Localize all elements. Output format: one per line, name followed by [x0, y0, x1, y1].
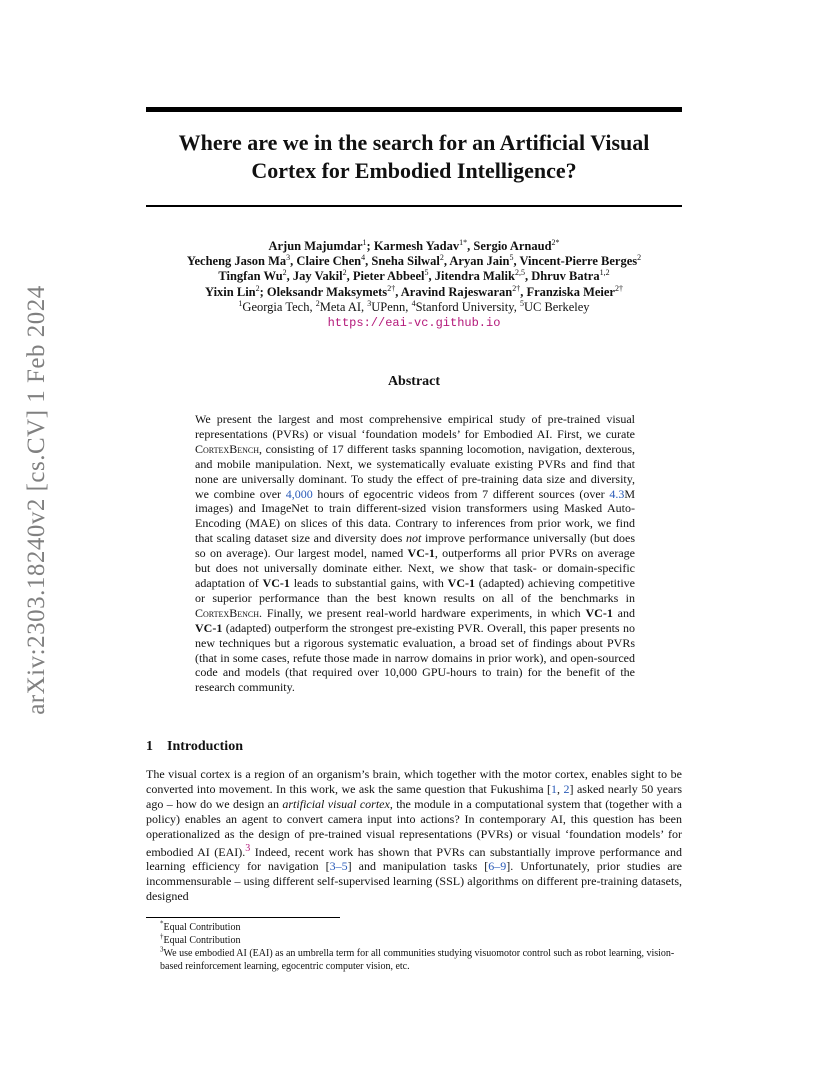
section-heading-introduction	[146, 739, 243, 755]
author-line-1: Arjun Majumdar$^1$; Karmesh Yadav$^{1*}$, Sergio Arnaud$^{2*}$	[268, 237, 560, 253]
footnote-2: †Equal Contribution	[160, 932, 241, 946]
introduction-body: The visual cortex is a region of an organism’s brain, which together with the motor cortex, enables sight to be converted into movement. In this work, we ask the same question that Fukushima [1, 2] asked nearly 50 years ago – how do we design an artificial visual cortex, the module in a computational system that (together with a policy) enables an agent to convert camera input into actions? In contemporary AI, this question has been operationalized as the design of pre-trained visual representations (PVRs) or visual ‘foundation models’ for embodied AI (EAI).$^3$ Indeed, recent work has shown that PVRs can substantially improve performance and learning efficiency for navigation [3–5] and manipulation tasks [6–9]. Unfortunately, prior studies are incommensurable – using different self-supervised learning (SSL) algorithms on different pre-training datasets, designed	[146, 767, 683, 904]
citation-link[interactable]: 6–9	[488, 859, 507, 874]
title-line-2: Cortex for Embodied Intelligence?	[251, 158, 577, 183]
section-title: Introduction	[167, 739, 243, 754]
footnote-1: *Equal Contribution	[160, 919, 241, 933]
project-url-link[interactable]: https://eai-vc.github.io	[327, 316, 501, 331]
author-block	[146, 239, 682, 331]
title-bottom-rule	[146, 205, 682, 207]
benchmark-name: CortexBench	[195, 441, 259, 456]
section-number: 1	[146, 739, 153, 754]
footnotes	[146, 921, 682, 973]
paper-title	[146, 129, 682, 185]
model-name: VC-1	[407, 546, 435, 561]
arxiv-identifier-text: arXiv:2303.18240v2 [cs.CV] 1 Feb 2024	[23, 285, 50, 715]
citation-link[interactable]: 3–5	[329, 859, 348, 874]
title-line-1: Where are we in the search for an Artificial Visual	[178, 130, 650, 155]
citation-link[interactable]: 2	[563, 781, 570, 796]
footnote-3: $^3$We use embodied AI (EAI) as an umbrella term for all communities studying visuomotor control such as robot learning, vision-based reinforcement learning, egocentric computer vision, etc.	[160, 945, 675, 972]
author-line-4: Yixin Lin$^2$; Oleksandr Maksymets$^{2\dagger}$, Aravind Rajeswaran$^{2\dagger}$, Franziska Meier$^{2\dagger}$	[205, 283, 623, 299]
author-line-3: Tingfan Wu$^2$, Jay Vakil$^2$, Pieter Abbeel$^5$, Jitendra Malik$^{2,5}$, Dhruv Batra$^{1,2}$	[218, 268, 610, 284]
abstract-heading: Abstract	[387, 374, 441, 389]
title-top-rule	[146, 107, 682, 112]
arxiv-identifier	[20, 240, 54, 760]
author-line-2: Yecheng Jason Ma$^3$, Claire Chen$^4$, Sneha Silwal$^2$, Aryan Jain$^5$, Vincent-Pierre Berges$^2$	[186, 253, 642, 269]
footnote-link[interactable]: 3	[245, 842, 251, 854]
affiliations: $^1$Georgia Tech, $^2$Meta AI, $^3$UPenn, $^4$Stanford University, $^5$UC Berkeley	[238, 298, 590, 314]
citation-link[interactable]: 1	[551, 781, 558, 796]
abstract-body: We present the largest and most comprehensive empirical study of pre-trained visual representations (PVRs) or visual ‘foundation models’ for Embodied AI. First, we curate CortexBench, consisting of 17 different tasks spanning locomotion, navigation, dexterous, and mobile manipulation. Next, we systematically evaluate existing PVRs and find that none are universally dominant. To study the effect of pre-training data size and diversity, we combine over 4,000 hours of egocentric videos from 7 different sources (over 4.3M images) and ImageNet to train different-sized vision transformers using Masked Auto-Encoding (MAE) on slices of this data. Contrary to inferences from prior work, we find that scaling dataset size and diversity does not improve performance universally (but does so on average). Our largest model, named VC-1, outperforms all prior PVRs on average but does not universally dominate either. Next, we show that task- or domain-specific adaptation of VC-1 leads to substantial gains, with VC-1 (adapted) achieving competitive or superior performance than the best known results on all of the benchmarks in CortexBench. Finally, we present real-world hardware experiments, in which VC-1 and VC-1 (adapted) outperform the strongest pre-existing PVR. Overall, this paper presents no new techniques but a rigorous systematic evaluation, a broad set of findings about PVRs (that in some cases, refute those made in narrow domains in prior work), and open-sourced code and models (that required over 10,000 GPU-hours to train) for the benefit of the research community.	[195, 412, 636, 695]
footnote-rule	[146, 917, 340, 918]
project-url-line	[146, 315, 682, 331]
